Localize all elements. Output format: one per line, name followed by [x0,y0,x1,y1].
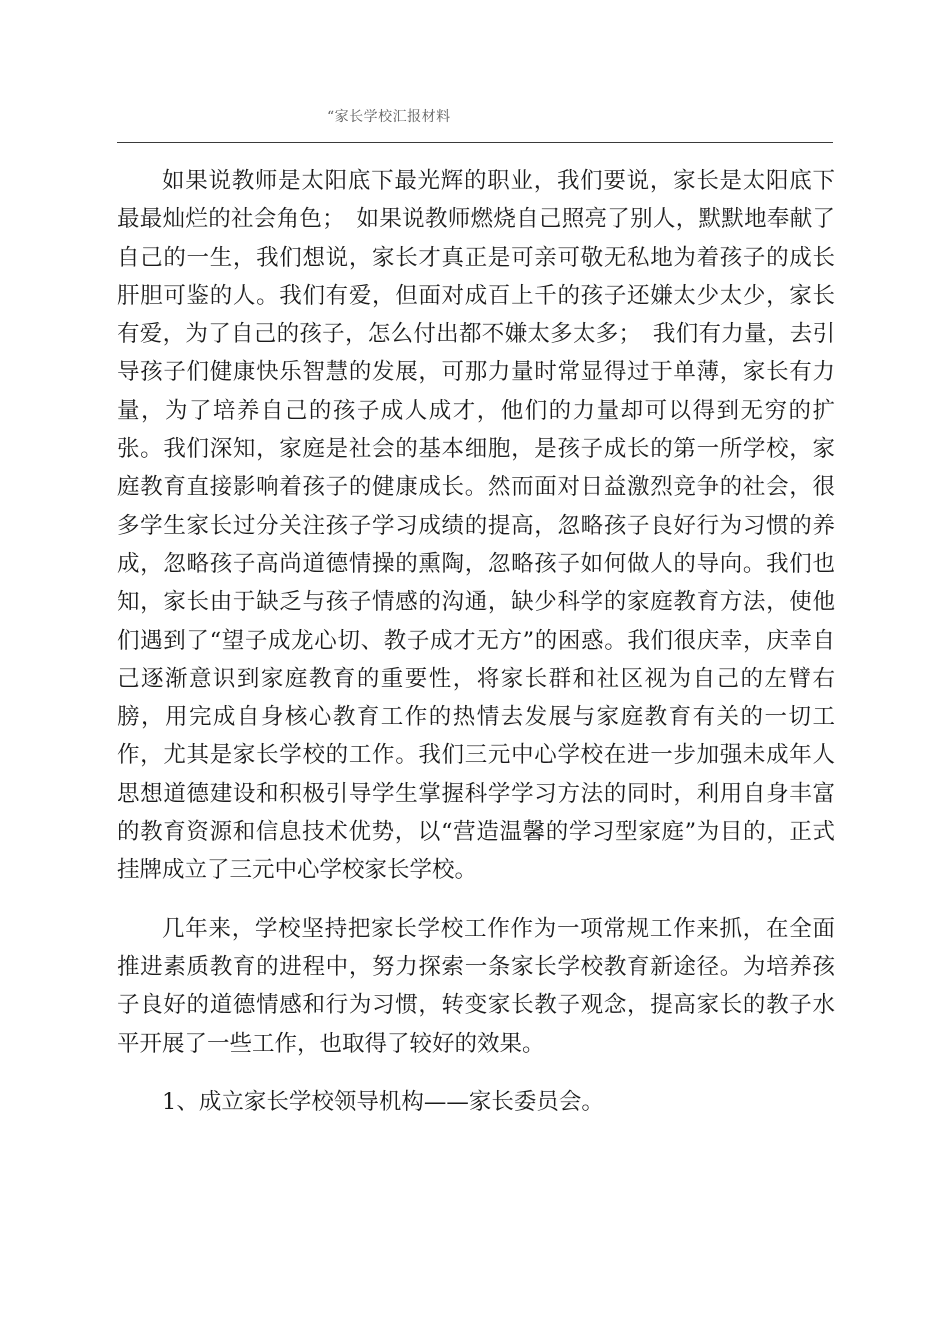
paragraph-intro: 如果说教师是太阳底下最光辉的职业，我们要说，家长是太阳底下最最灿烂的社会角色； 如果说教师燃烧自己照亮了别人，默默地奉献了自己的一生，我们想说，家长才真正是可亲可敬无私地为着孩子的成长肝胆可鉴的人。我们有爱，但面对成百上千的孩子还嫌太少太少，家长有爱，为了自己的孩子，怎么付出都不嫌太多太多； 我们有力量，去引导孩子们健康快乐智慧的发展，可那力量时常显得过于单薄，家长有力量，为了培养自己的孩子成人成才，他们的力量却可以得到无穷的扩张。我们深知，家庭是社会的基本细胞，是孩子成长的第一所学校，家庭教育直接影响着孩子的健康成长。然而面对日益激烈竞争的社会，很多学生家长过分关注孩子学习成绩的提高，忽略孩子良好行为习惯的养成，忽略孩子高尚道德情操的熏陶，忽略孩子如何做人的导向。我们也知，家长由于缺乏与孩子情感的沟通，缺少科学的家庭教育方法，使他们遇到了“望子成龙心切、教子成才无方”的困惑。我们很庆幸，庆幸自己逐渐意识到家庭教育的重要性，将家长群和社区视为自己的左臂右膀，用完成自身核心教育工作的热情去发展与家庭教育有关的一切工作，尤其是家长学校的工作。我们三元中心学校在进一步加强未成年人思想道德建设和积极引导学生掌握科学学习方法的同时，利用自身丰富的教育资源和信息技术优势，以“营造温馨的学习型家庭”为目的，正式挂牌成立了三元中心学校家长学校。 [117,168,835,884]
page-header [117,100,833,143]
document-body [117,162,835,1121]
section-heading-1: 1、成立家长学校领导机构——家长委员会。 [162,1088,604,1115]
paragraph-overview: 几年来，学校坚持把家长学校工作作为一项常规工作来抓，在全面推进素质教育的进程中，努力探索一条家长学校教育新途径。为培养孩子良好的道德情感和行为习惯，转变家长教子观念，提高家长的教子水平开展了一些工作，也取得了较好的效果。 [117,915,835,1057]
document-title: “家长学校汇报材料 [327,109,451,125]
